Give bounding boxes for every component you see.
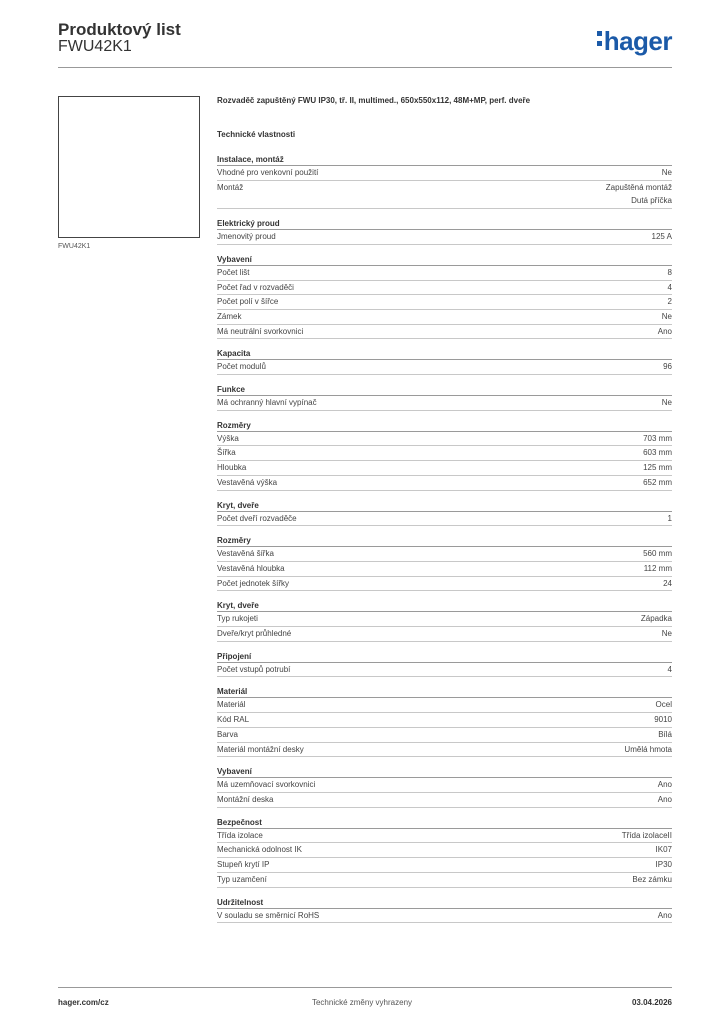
- property-value-line: 9010: [654, 715, 672, 725]
- property-label: Počet vstupů potrubí: [217, 664, 291, 674]
- footer-website: hager.com/cz: [58, 998, 109, 1007]
- property-value-line: Třída izolaceII: [621, 830, 672, 840]
- logo-text: hager: [603, 26, 672, 56]
- property-value-line: IK07: [655, 845, 672, 855]
- property-value: [658, 728, 672, 742]
- property-value: [643, 446, 672, 460]
- property-row: [217, 698, 672, 713]
- section-title: Vybavení: [217, 254, 672, 266]
- property-row: [217, 281, 672, 296]
- property-value-line: 125 mm: [643, 463, 672, 473]
- property-row: [217, 562, 672, 577]
- property-value-line: Ne: [661, 168, 672, 177]
- property-value-line: Ne: [661, 311, 672, 321]
- product-description: Rozvaděč zapuštěný FWU IP30, tř. II, multimed., 650x550x112, 48M+MP, perf. dveře: [217, 96, 531, 105]
- page-title: Produktový list: [58, 20, 181, 39]
- property-value: [668, 281, 672, 295]
- section-title: Rozměry: [217, 420, 672, 432]
- property-value-line: Západka: [640, 614, 672, 624]
- property-value-line: 2: [667, 297, 672, 307]
- section-title: Rozměry: [217, 535, 672, 547]
- property-row: [217, 793, 672, 808]
- property-section: [217, 686, 672, 757]
- footer-notice: Technické změny vyhrazeny: [311, 998, 413, 1007]
- property-section: [217, 254, 672, 340]
- section-title: Připojení: [217, 651, 672, 663]
- section-title: Kryt, dveře: [217, 500, 672, 512]
- property-value-line: Bez zámku: [632, 874, 672, 884]
- property-row: [217, 310, 672, 325]
- property-value: [606, 181, 672, 208]
- property-value: [624, 743, 672, 757]
- property-value-line: 652 mm: [643, 477, 672, 487]
- property-row: [217, 512, 672, 527]
- property-section: [217, 897, 672, 924]
- property-value-line: Ano: [657, 910, 672, 920]
- property-value-line: 603 mm: [643, 448, 672, 458]
- property-value: [652, 230, 672, 244]
- property-value: [658, 793, 672, 807]
- section-title: Kryt, dveře: [217, 600, 672, 612]
- property-label: Mechanická odolnost IK: [217, 845, 302, 855]
- property-label: Vestavěná hloubka: [217, 563, 285, 573]
- property-label: Barva: [217, 729, 238, 739]
- property-value: [656, 858, 672, 872]
- property-value: [643, 547, 672, 561]
- hager-logo: [597, 26, 672, 57]
- property-row: [217, 181, 672, 209]
- property-row: [217, 843, 672, 858]
- property-value-line: Dutá příčka: [631, 196, 672, 206]
- property-value: [658, 909, 672, 923]
- logo-dots-icon: [597, 26, 602, 46]
- property-label: Počet dveří rozvaděče: [217, 513, 297, 523]
- property-value: [662, 310, 672, 324]
- property-section: [217, 384, 672, 411]
- section-title: Udržitelnost: [217, 897, 672, 909]
- property-label: Má neutrální svorkovnici: [217, 326, 304, 336]
- property-value: [662, 166, 672, 180]
- property-section: [217, 500, 672, 527]
- property-label: Zámek: [217, 311, 242, 321]
- property-label: Vhodné pro venkovní použití: [217, 168, 319, 177]
- property-row: [217, 325, 672, 340]
- section-title: Vybavení: [217, 766, 672, 778]
- property-label: Typ rukojeti: [217, 614, 258, 624]
- property-value: [654, 713, 672, 727]
- property-row: [217, 295, 672, 310]
- property-row: [217, 829, 672, 844]
- property-row: [217, 577, 672, 592]
- property-value: [641, 612, 672, 626]
- property-row: [217, 743, 672, 758]
- property-value: [643, 461, 672, 475]
- property-value-line: 4: [667, 282, 672, 292]
- property-label: Má uzemňovací svorkovnici: [217, 780, 316, 790]
- section-title: Instalace, montáž: [217, 154, 672, 166]
- property-row: [217, 778, 672, 793]
- product-image: [58, 96, 200, 238]
- property-value-line: 1: [667, 513, 672, 523]
- property-row: [217, 627, 672, 642]
- property-label: Stupeň krytí IP: [217, 860, 270, 870]
- property-row: [217, 728, 672, 743]
- property-value: [668, 266, 672, 280]
- property-value-line: 112 mm: [643, 563, 672, 573]
- property-value-line: Ne: [661, 398, 672, 408]
- section-title: Materiál: [217, 686, 672, 698]
- property-section: [217, 535, 672, 591]
- property-label: Třída izolace: [217, 830, 263, 840]
- section-title: Bezpečnost: [217, 817, 672, 829]
- property-value-line: Zapuštěná montáž: [605, 182, 672, 192]
- footer-date: 03.04.2026: [631, 998, 672, 1007]
- property-label: Dveře/kryt průhledné: [217, 629, 292, 639]
- property-label: Jmenovitý proud: [217, 232, 276, 242]
- property-label: Počet polí v šířce: [217, 297, 279, 307]
- property-value-line: 4: [667, 664, 672, 674]
- property-label: Materiál montážní desky: [217, 744, 304, 754]
- property-value: [656, 698, 672, 712]
- property-value-line: Ocel: [655, 700, 672, 710]
- property-label: Počet modulů: [217, 362, 266, 372]
- section-title: Kapacita: [217, 348, 672, 360]
- property-row: [217, 266, 672, 281]
- property-label: Kód RAL: [217, 715, 250, 725]
- property-row: [217, 476, 672, 491]
- property-label: Počet jednotek šířky: [217, 578, 290, 588]
- property-row: [217, 230, 672, 245]
- property-value: [658, 325, 672, 339]
- property-row: [217, 166, 672, 181]
- property-label: Materiál: [217, 700, 246, 710]
- property-row: [217, 663, 672, 678]
- property-section: [217, 154, 672, 209]
- section-title: Elektrický proud: [217, 218, 672, 230]
- property-section: [217, 817, 672, 888]
- property-section: [217, 218, 672, 245]
- property-label: Počet lišt: [217, 267, 250, 277]
- section-title: Funkce: [217, 384, 672, 396]
- property-value: [668, 663, 672, 677]
- property-value: [643, 432, 672, 446]
- property-section: [217, 651, 672, 678]
- property-value-line: 703 mm: [643, 433, 672, 443]
- footer-divider: [58, 987, 672, 988]
- property-label: Hloubka: [217, 463, 247, 473]
- property-row: [217, 873, 672, 888]
- property-row: [217, 713, 672, 728]
- property-value-line: Umělá hmota: [624, 744, 672, 754]
- product-image-caption: FWU42K1: [58, 243, 91, 250]
- property-value-line: IP30: [655, 860, 672, 870]
- property-label: Vestavěná výška: [217, 477, 278, 487]
- property-row: [217, 461, 672, 476]
- property-value-line: Ano: [657, 780, 672, 790]
- property-label: Šířka: [217, 448, 236, 458]
- property-value-line: Bílá: [658, 729, 672, 739]
- property-value-line: 125 A: [651, 232, 672, 242]
- property-row: [217, 909, 672, 924]
- property-value: [662, 396, 672, 410]
- property-value: [663, 577, 672, 591]
- property-value: [658, 778, 672, 792]
- property-section: [217, 348, 672, 375]
- property-value: [644, 562, 672, 576]
- property-label: Vestavěná šířka: [217, 549, 274, 559]
- property-section: [217, 600, 672, 641]
- property-label: Výška: [217, 433, 239, 443]
- property-value: [662, 627, 672, 641]
- property-value: [622, 829, 672, 843]
- header-divider: [58, 67, 672, 68]
- property-row: [217, 547, 672, 562]
- property-label: Typ uzamčení: [217, 874, 267, 884]
- property-value-line: Ne: [661, 629, 672, 639]
- property-sections: [217, 154, 672, 923]
- property-value-line: Ano: [657, 326, 672, 336]
- property-value-line: 560 mm: [643, 549, 672, 559]
- property-row: [217, 360, 672, 375]
- property-label: Montážní deska: [217, 794, 274, 804]
- property-label: Montáž: [217, 182, 244, 192]
- property-value: [663, 360, 672, 374]
- property-row: [217, 858, 672, 873]
- property-value: [632, 873, 672, 887]
- property-label: Počet řad v rozvaděči: [217, 282, 294, 292]
- property-value: [668, 295, 672, 309]
- property-row: [217, 396, 672, 411]
- property-row: [217, 612, 672, 627]
- property-value-line: 8: [667, 267, 672, 277]
- property-value-line: Ano: [657, 794, 672, 804]
- property-section: [217, 766, 672, 807]
- property-value: [668, 512, 672, 526]
- property-section: [217, 420, 672, 491]
- property-label: Má ochranný hlavní vypínač: [217, 398, 317, 408]
- property-value: [643, 476, 672, 490]
- product-details: [217, 96, 672, 932]
- product-code: FWU42K1: [58, 38, 132, 55]
- property-row: [217, 432, 672, 447]
- property-value: [656, 843, 672, 857]
- property-label: V souladu se směrnicí RoHS: [217, 910, 320, 920]
- property-value-line: 96: [663, 362, 672, 372]
- property-value-line: 24: [663, 578, 672, 588]
- property-row: [217, 446, 672, 461]
- technical-properties-title: Technické vlastnosti: [217, 130, 296, 139]
